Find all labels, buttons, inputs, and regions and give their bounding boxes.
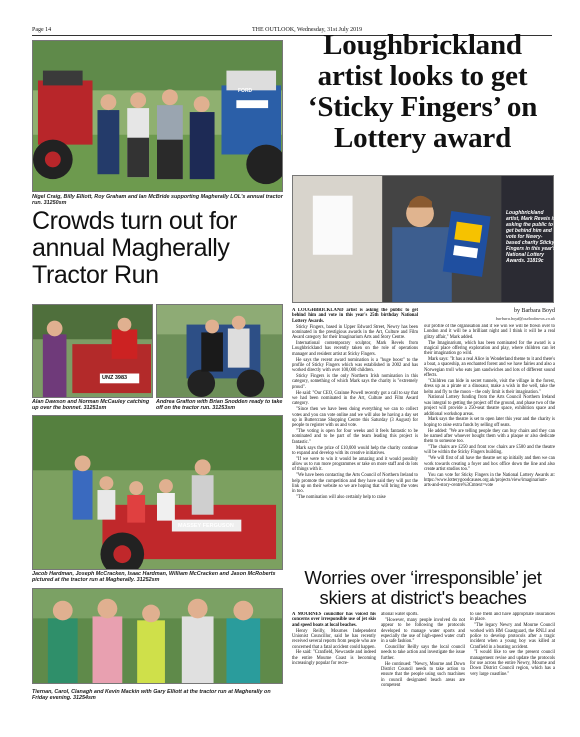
tractor-photo-caption: Nigel Craig, Billy Elliott, Roy Graham and Ian McBride supporting Magherally LOL's annual tractor run. 31250sm (32, 194, 283, 207)
lottery-para: Mark says: "It has a real Alice in Wonderland theme to it and there's a boat, a spaceship, an enchanted forest and we have fairies and also a Norwegian troll who eats jam sandwiches and lots of different sound effects. (424, 357, 555, 379)
tractor-ride-caption: Andrea Grafton with Brian Snodden ready to take off on the tractor run. 31253sm (156, 399, 283, 412)
jetski-column-3 (470, 612, 555, 712)
lottery-para: "The chairs are £250 and front row chairs are £500 and the theatre will be within the Sticky Fingers building. (424, 445, 555, 456)
jetski-para: "I would like to see the present council management revise and update the protocols for use across the entire Newry, Mourne and Down District Council region, which has a very large coastline." (470, 650, 555, 677)
byline-email: barbara.boyd@outlooknews.co.uk (495, 316, 555, 321)
lottery-column-2 (424, 324, 555, 564)
jetski-para: A MOURNES councillor has voiced his concerns over irresponsible use of jet skis and speed boats at local beaches. (292, 612, 376, 628)
jetski-para: ational water sports. (381, 612, 419, 617)
lottery-para: Sticky Fingers is the only Northern Irish nomination in this category, something of which Mark says the charity is "extremely proud". (292, 374, 418, 390)
jetski-column-2 (381, 612, 465, 712)
lottery-para: Sticky Fingers, based in Upper Edward Street, Newry has been nominated in the prestigious awards in the Art, Culture and Film Award category for their Imaginarium Arts and Story Centre. (292, 324, 418, 341)
lottery-para: He said: "Our CEO, Grainne Powell recently got a call to say that we had been nominated in the Art, Culture and Film Award category. (292, 390, 418, 407)
lottery-para: You can vote for Sticky Fingers in the National Lottery Awards at: https://www.lotterygoodcauses.org.uk/projects/view/imaginarium-arts-and-story-centre%3Cmtext=vote (424, 472, 555, 489)
jetski-column-1 (292, 612, 376, 712)
kids-tractor-caption: Jacob Hardman, Joseph McCracken, Isaac Hardman, William McCracken and Jason McRoberts pictured at the tractor run at Magherally. 31252sm (32, 571, 276, 584)
lottery-column-1 (292, 308, 418, 564)
family-photo-caption: Tiernan, Carol, Clanagh and Kevin Mackin with Gary Elliott at the tractor run at Magherally on Friday evening. 31254sm (32, 689, 271, 702)
jetski-para: "The legacy Newry and Mourne Council worked with HM Coastguard, the RNLI and police to develop protocols after a tragic incident when a young boy was killed at Cranfield in a boating accident. (470, 623, 555, 650)
jetski-para: to use them and have appropriate insurances in place. (470, 612, 555, 623)
lottery-para: "We have been contacting the Arts Council of Northern Ireland to help promote the competition and they have said they will put the link up on their website so we are hoping that will bring the votes in too. (292, 473, 418, 495)
kids-tractor-plate: MASSEY FERGUSON (178, 523, 234, 529)
lottery-para: "The nomination will also certainly help to raise (296, 495, 386, 501)
jetski-para: He said: "Cranfield, Newcastle and indeed the entire Mourne Coast is becoming increasingly popular for recre- (292, 650, 376, 667)
jetski-para: Councillor Reilly says the local council needs to take action and investigate the issue further. (381, 645, 465, 661)
kids-tractor-photo (32, 415, 283, 570)
lottery-para: A LOUGHBRICKLAND artist is asking the public to get behind him and vote in this year's 25th birthday National Lottery Awards. (292, 308, 418, 324)
bonnet-photo-caption: Alan Dawson and Norman McCauley catching up over the bonnet. 31251sm (32, 399, 150, 412)
lottery-para: International contemporary sculptor, Mark Revels from Loughbrickland has recently taken on the role of operations manager and resident artist at Sticky Fingers. (292, 341, 418, 357)
bonnet-photo (32, 304, 153, 398)
lottery-para: "The voting is open for four weeks and it feels fantastic to be nominated and to be part of the team leading this project is fantastic." (292, 429, 418, 445)
jetski-para: Henry Reilly, Mournes Independent Unionist Councillor, said he has recently received several reports from people who are concerned that a fatal accident could happen. (292, 628, 376, 650)
lottery-para: National Lottery funding from the Arts Council Northern Ireland was integral to getting the project off the ground, and phase two of the project will provide a 250-seat theatre space, exhibition space and additional workshop areas. (424, 395, 555, 417)
artist-photo-caption: Loughbrickland artist, Mark Reveis is asking the public to get behind him and vote for Newry-based charity Sticky Fingers in this year's National Lottery Awards. 31819c (506, 210, 556, 264)
jetski-headline: Worries over ‘irresponsible’ jet skiers at district's beaches (304, 567, 542, 608)
tractor-photo (32, 40, 283, 192)
jetski-para: "However, many people involved do not appear to be following the protocols developed to manage water sports and especially the use of high-speed water craft in a safe fashion." (381, 617, 465, 645)
bonnet-plate: UNZ 3983 (102, 375, 128, 381)
lottery-para: "Children can hide in secret tunnels, visit the village in the forest, dress up as a pirate or a dinosaur, make a wish in the well, take the helm and fly to the moon – the only limit is their imagination." (424, 378, 555, 395)
crowds-headline: Crowds turn out for annual Magherally Tractor Run (32, 207, 237, 289)
lottery-para: Mark says the theatre is set to open later this year and the charity is hoping to raise extra funds by selling off seats. (424, 417, 555, 428)
lottery-para: "Since then we have been doing everything we can to collect votes and you can vote online and we will also be having a day set up in Buttercrane Shopping Centre this Saturday (3 August) for people to register with us and vote. (292, 407, 418, 429)
lottery-headline: Loughbrickland artist looks to get ‘Sticky Fingers’ on Lottery award (307, 29, 538, 154)
tractor-ride-photo (156, 304, 283, 398)
lottery-para: He says the recent award nomination is a "huge boost" to the profile of Sticky Fingers which was established in 2002 and has worked directly with over 100,000 children. (292, 357, 418, 374)
lottery-para: "We will first of all have the theatre set up initially and then we can work towards creating a foyer and box office down the line and also create artist studios too." (424, 456, 555, 472)
byline: by Barbara Boyd (514, 308, 555, 314)
jetski-para: He continued: "Newry, Mourne and Down District Council needs to take action to ensure that the people using such machines in council designated beach areas are competent (381, 661, 465, 688)
lottery-para: "If we were to win it would be amazing and it would possibly allow us to run more programmes or take on more staff and do lots of things with it. (292, 456, 418, 473)
publication-line: THE OUTLOOK, Wednesday, 31st July 2019 (252, 27, 363, 33)
tractor-plate: FORD (238, 88, 253, 94)
family-photo (32, 588, 283, 684)
lottery-para: Mark says the prize of £10,000 would help the charity continue to expand and develop with its creative initiatives. (292, 445, 418, 456)
lottery-para: The Imaginarium, which has been nominated for the award is a magical place offering exploration and play, where children can let their imagination go wild. (424, 340, 555, 357)
lottery-para: He added: "We are telling people they can buy chairs and they can be named after whoever bought them with a plaque or also dedicate them to someone too. (424, 428, 555, 445)
lottery-para: our profile of the organisation and if we win we will be flown over to London and it will be a brilliant night and I think it will be a real glitzy affair," Mark added. (424, 324, 555, 340)
page-number: Page 14 (32, 27, 52, 33)
